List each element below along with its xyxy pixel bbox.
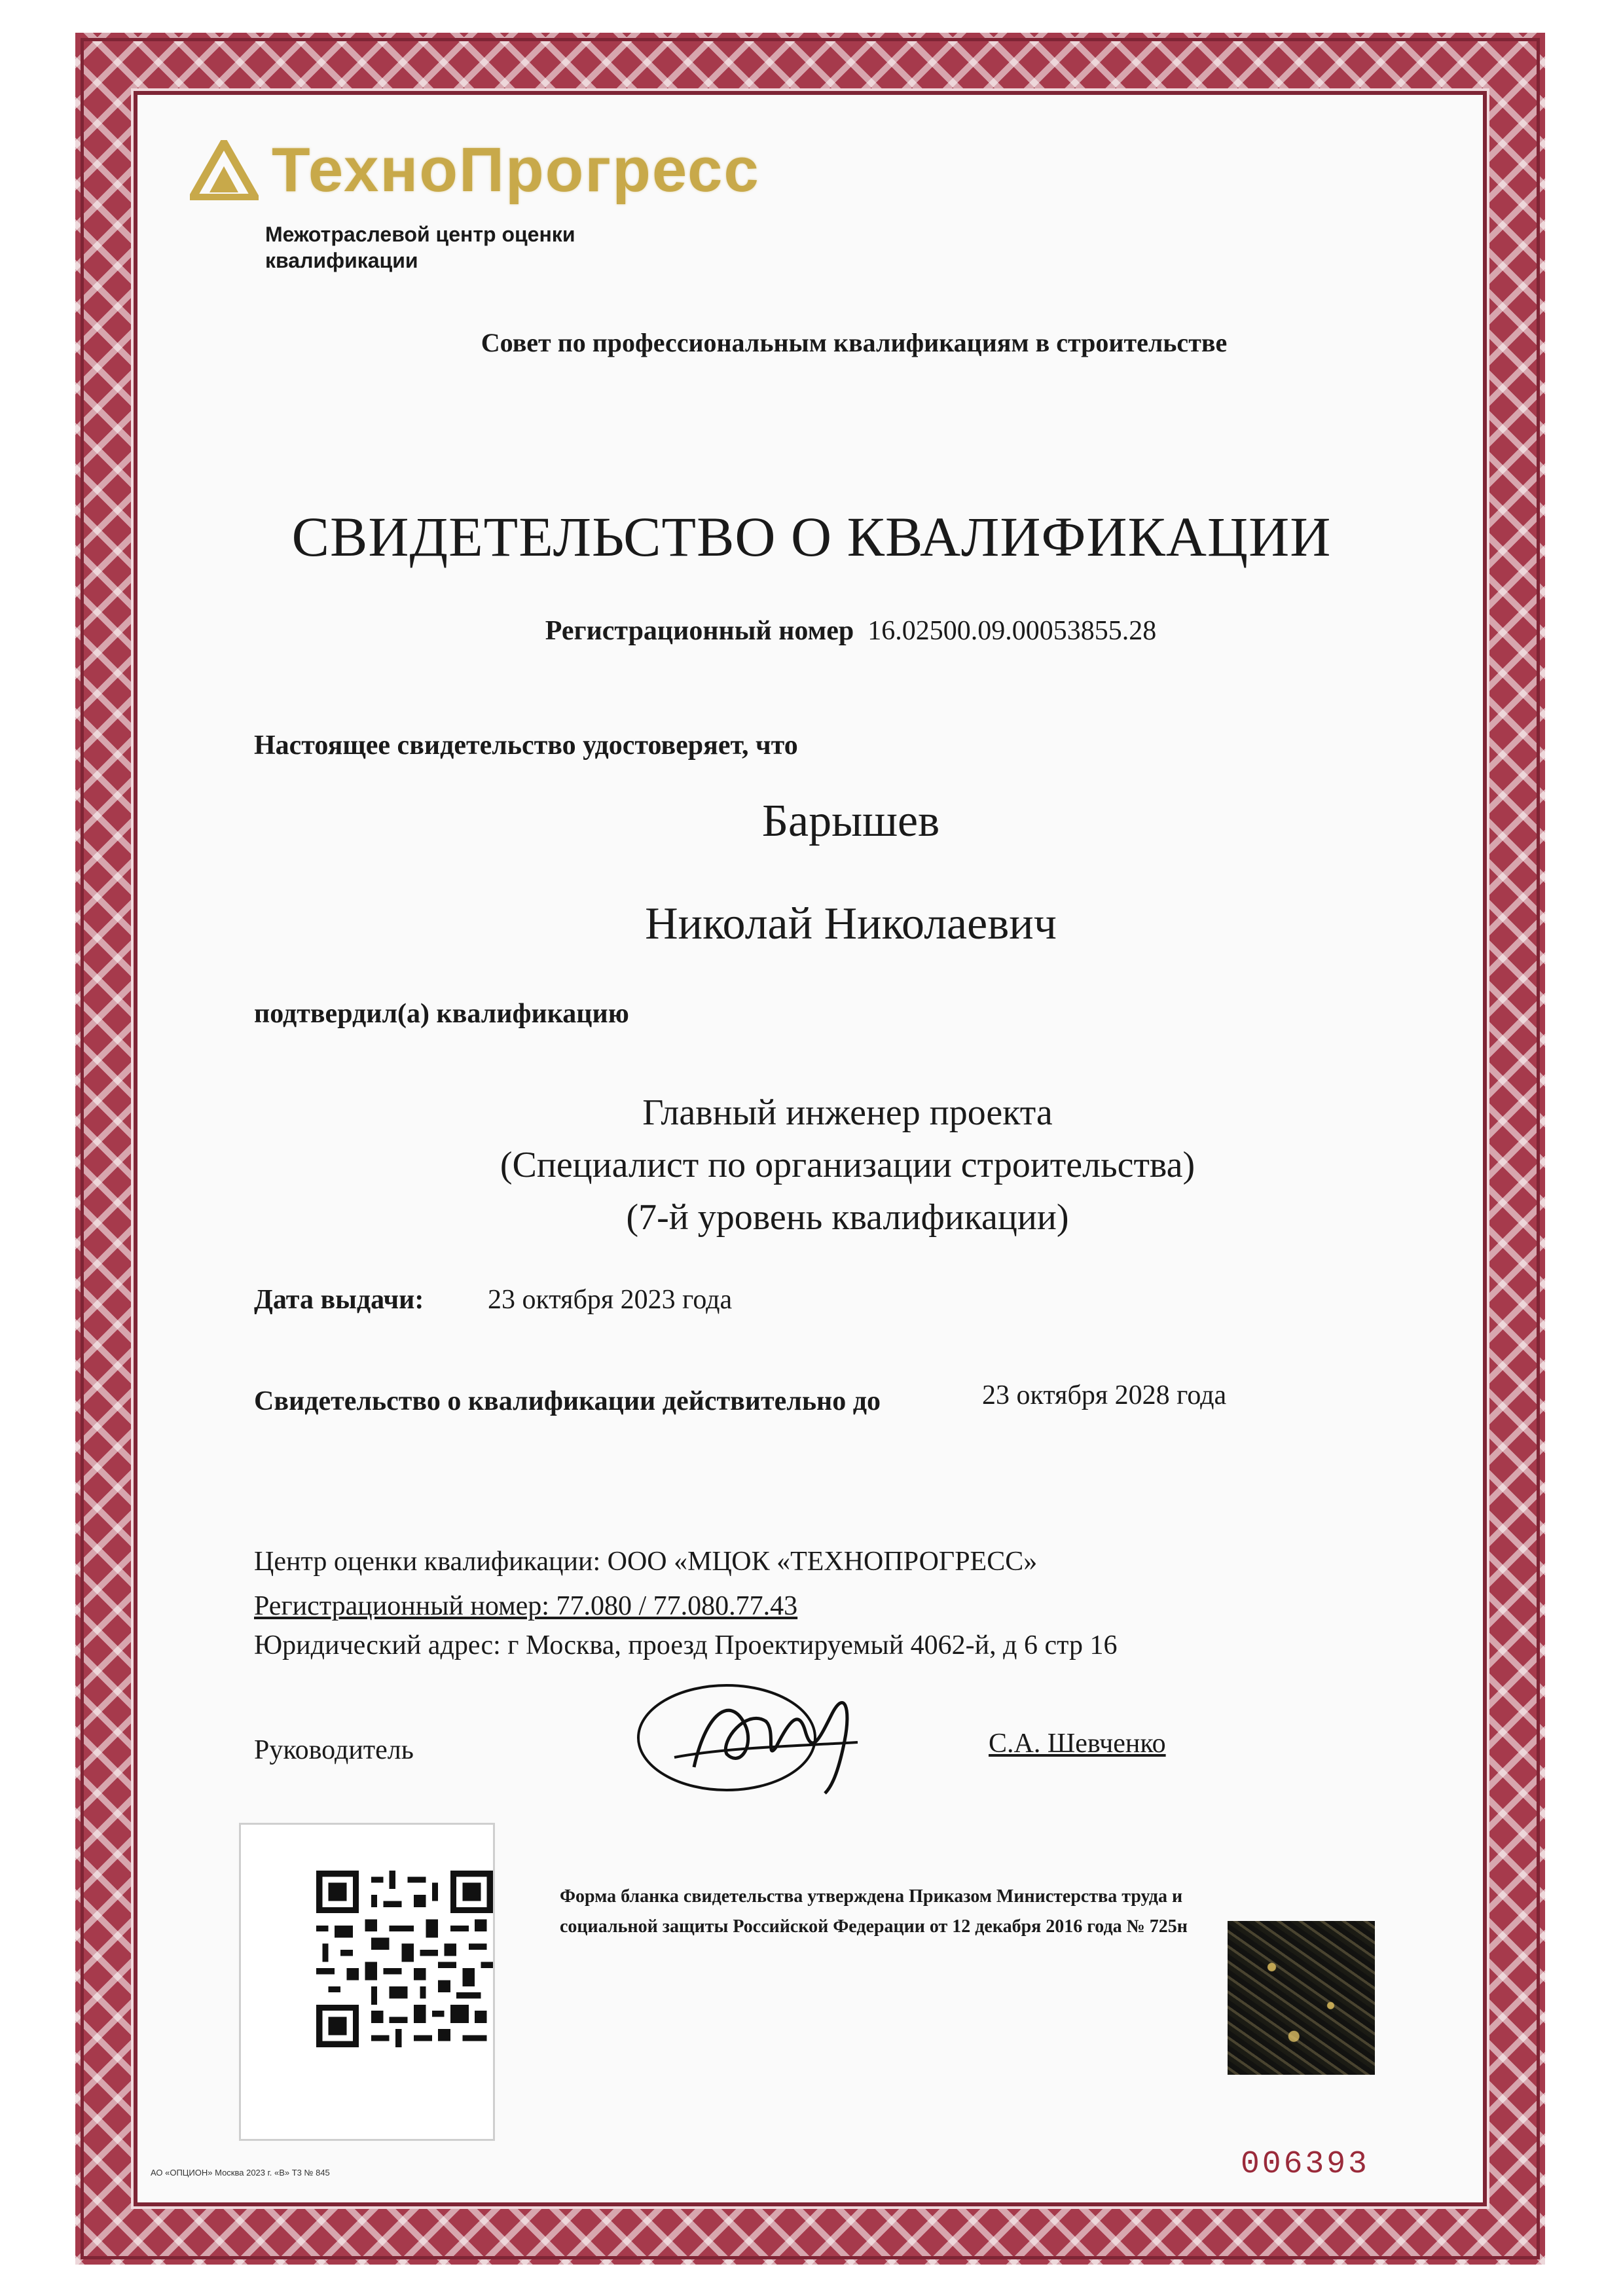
triangle-logo-icon	[190, 140, 259, 200]
council-name: Совет по профессиональным квалификациям в строительстве	[481, 328, 1228, 357]
qr-code[interactable]	[316, 1871, 493, 2047]
signatory-role: Руководитель	[254, 1735, 414, 1765]
valid-until-label: Свидетельство о квалификации действительно до	[254, 1386, 881, 1416]
qualification-level: (7-й уровень квалификации)	[626, 1197, 1069, 1238]
assessment-center: Центр оценки квалификации: ООО «МЦОК «ТЕХНОПРОГРЕСС»	[254, 1547, 1038, 1577]
confirmed-text: подтвердил(а) квалификацию	[254, 999, 629, 1029]
valid-until-date: 23 октября 2028 года	[982, 1380, 1227, 1410]
printer-imprint: АО «ОПЦИОН» Москва 2023 г. «В» Т3 № 845	[151, 2168, 330, 2178]
qr-code-panel	[239, 1823, 495, 2141]
serial-number: 006393	[1241, 2147, 1370, 2182]
signatory-name: С.А. Шевченко	[989, 1729, 1166, 1759]
certifies-text: Настоящее свидетельство удостоверяет, что	[254, 730, 798, 761]
form-approval-note: Форма бланка свидетельства утверждена Приказом Министерства труда и социальной защиты Российской Федерации от 12 декабря 2016 года № 725н	[560, 1886, 1188, 1937]
center-legal-address: Юридический адрес: г Москва, проезд Проектируемый 4062-й, д 6 стр 16	[254, 1630, 1118, 1660]
registration-label: Регистрационный номер	[545, 616, 854, 646]
registration-number: 16.02500.09.00053855.28	[867, 616, 1157, 646]
logo-text: ТехноПрогресс	[272, 135, 760, 205]
center-registration-number: Регистрационный номер: 77.080 / 77.080.77.43	[254, 1591, 798, 1621]
handwritten-signature	[635, 1669, 897, 1806]
qualification-title: Главный инженер проекта	[642, 1092, 1053, 1133]
organization-logo	[190, 134, 760, 206]
holder-surname: Барышев	[761, 796, 940, 846]
organization-subtitle: Межотраслевой центр оценки квалификации	[265, 223, 575, 272]
document-title: СВИДЕТЕЛЬСТВО О КВАЛИФИКАЦИИ	[291, 505, 1332, 568]
issue-date: 23 октября 2023 года	[488, 1285, 733, 1315]
hologram-sticker	[1228, 1921, 1375, 2075]
holder-given-names: Николай Николаевич	[645, 899, 1057, 949]
issue-date-label: Дата выдачи:	[254, 1285, 424, 1315]
qualification-specialty: (Специалист по организации строительства)	[500, 1145, 1195, 1185]
registration-number-line	[0, 615, 1623, 647]
